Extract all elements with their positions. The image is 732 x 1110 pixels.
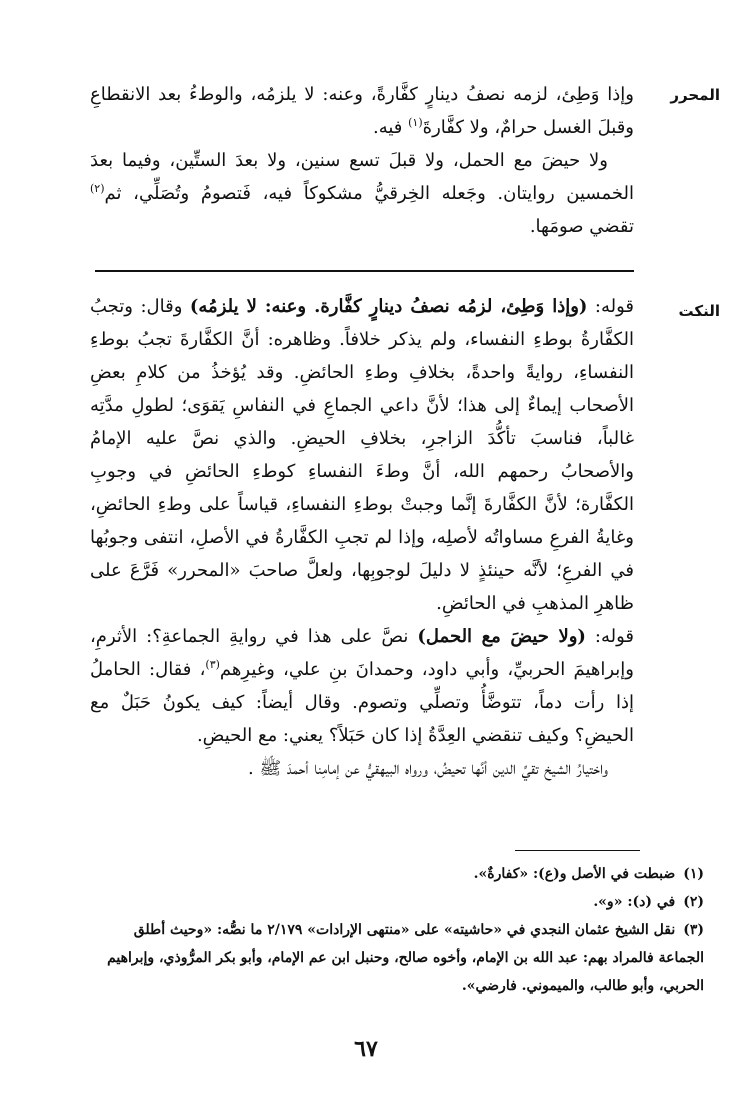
nukat-p2-prefix: قوله:	[585, 626, 635, 647]
footnote-1	[100, 860, 704, 888]
page-number: ٦٧	[354, 1036, 378, 1062]
nukat-p2-quote: (ولا حيضَ مع الحمل)	[417, 626, 586, 647]
nukat-section	[90, 290, 634, 785]
footnote-divider	[515, 850, 640, 851]
muharrar-section	[90, 78, 634, 243]
nukat-p2-text: نصَّ على هذا في روايةِ الجماعةِ؟: الأثرمِ، وإبراهيمَ الحربيِّ، وأبي داود، وحمدانَ بنِ علي، وغيرِهم	[90, 626, 634, 680]
footnote-number: (٢)	[683, 894, 704, 910]
muharrar-paragraph-1	[90, 78, 634, 144]
footnote-text: نقل الشيخ عثمان النجدي في «حاشيته» على «منتهى الإرادات» ٢/١٧٩ ما نصُّه: «وحيث أطلق الجماعة فالمراد بهم: عبد الله بن الإمام، وأخوه صالح، وحنبل ابن عم الإمام، وأبو بكر المرُّوذي، وإبراهيم الحربي، وأبو طالب، والميموني. فارضي».	[107, 922, 704, 994]
footnote-ref-2: (٢)	[90, 182, 105, 195]
muharrar-paragraph-2	[90, 144, 634, 243]
footnote-text: ضبطت في الأصل و(ع): «كفارةٌ».	[473, 866, 676, 882]
nukat-p1-quote: (وإذا وَطِئ، لزمُه نصفُ دينارٍ كفَّارة. وعنه: لا يلزمُه)	[189, 296, 588, 317]
nukat-p2-end: ، فقال: الحاملُ إذا رأت دماً، تتوضَّأُ وتصلِّي وتصوم. وقال أيضاً: كيف يكونُ حَبَلٌ مع الحيضِ؟ وكيف تنقضي العِدَّةُ إذا كان حَبَلاً؟ يعني: مع الحيضِ.	[90, 659, 634, 746]
muharrar-label: المحرر	[670, 86, 720, 104]
nukat-p1-text: وقال: وتجبُ الكفَّارةُ بوطءِ النفساء، ولم يذكر خلافاً. وظاهره: أنَّ الكفَّارةَ تجبُ بوطءِ النفساءِ، روايةً واحدةً، بخلافِ وطءِ الحائضِ. وقد يُؤخذُ من كلامِ بعضِ الأصحاب إيماءٌ إلى هذا؛ لأنَّ داعي الجماعِ في النفاسِ يَقوَى؛ لطولِ مدَّتِه غالباً، فناسبَ تأكُّدَ الزاجرِ، بخلافِ الحيضِ. والذي نصَّ عليه الإمامُ والأصحابُ رحمهم الله، أنَّ وطءَ النفساءِ كوطءِ الحائضِ في وجوبِ الكفَّارة؛ لأنَّ الكفَّارةَ إنَّما وجبتْ بوطءِ النفساءِ، قياساً على وطءِ الحائضِ، وغايةُ الفرعِ مساواتُه لأصلِه، وإذا لم تجبِ الكفَّارةُ في الأصلِ، انتفى وجوبُها في الفرعِ؛ لأنَّه حينئذٍ لا دليلَ لوجوبِها، ولعلَّ صاحبَ «المحرر» فَرَّعَ على ظاهرِ المذهبِ في الحائضِ.	[90, 296, 635, 614]
nukat-p1-prefix: قوله:	[587, 296, 635, 317]
footnote-3	[100, 916, 704, 1000]
nukat-paragraph-3: واختيارُ الشيخ تقيِّ الدين أنَّها تحيضُ، ورواه البيهقيُّ عن إمامِنا أحمدَ ﷺ .	[248, 758, 608, 779]
muharrar-p2-end: تقضي صومَها.	[529, 216, 634, 237]
muharrar-p2-text: ولا حيضَ مع الحمل، ولا قبلَ تسع سنين، ولا بعدَ الستِّين، وفيما بعدَ الخمسين روايتان. وجَعله الخِرقيُّ مشكوكاً فيه، فَتصومُ وتُصَلِّي، ثم	[90, 150, 634, 204]
footnote-number: (١)	[683, 866, 704, 882]
nukat-label: النكت	[678, 302, 720, 320]
footnotes	[100, 860, 704, 1000]
muharrar-p1-end: فيه.	[372, 117, 409, 138]
footnote-2	[100, 888, 704, 916]
footnote-text: في (د): «و».	[593, 894, 676, 910]
section-divider	[95, 270, 634, 272]
nukat-paragraph-2	[90, 620, 634, 752]
muharrar-p1-text: وإذا وَطِئ، لزمه نصفُ دينارٍ كفَّارةً، وعنه: لا يلزمُه، والوطءُ بعد الانقطاعِ وقبلَ الغسل حرامٌ، ولا كفَّارةَ	[90, 84, 634, 138]
footnote-ref-3: (٣)	[205, 658, 220, 671]
nukat-paragraph-1	[90, 290, 634, 620]
footnote-ref-1: (١)	[408, 116, 423, 129]
footnote-number: (٣)	[683, 922, 704, 938]
